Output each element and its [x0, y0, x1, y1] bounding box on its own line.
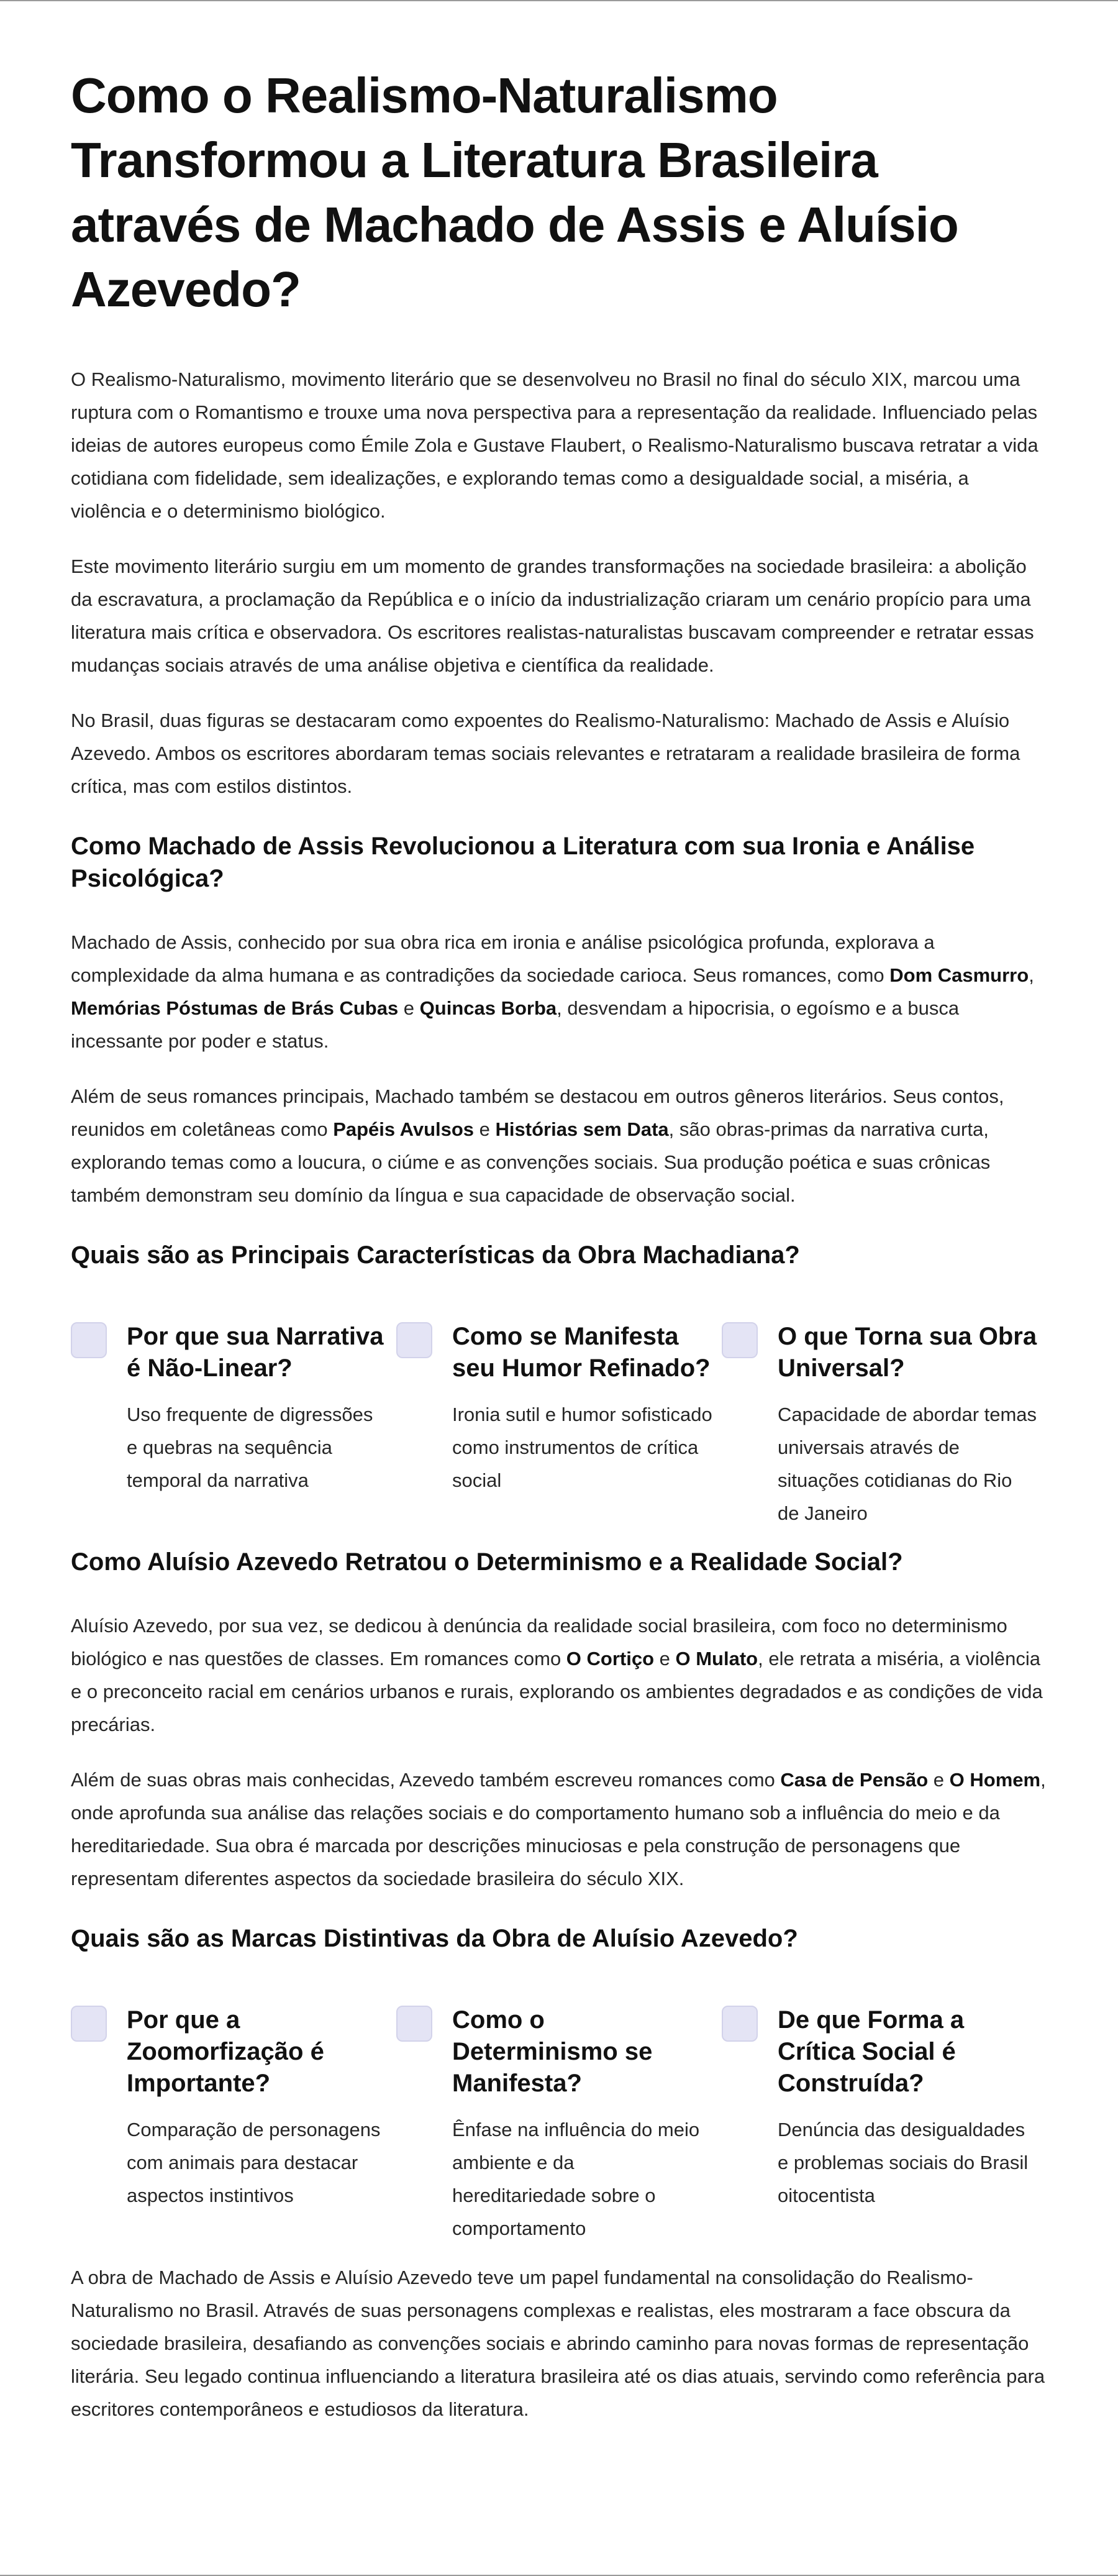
feature-title: Por que a Zoomorfização é Importante?	[127, 2006, 324, 2097]
section-heading-aluisio: Como Aluísio Azevedo Retratou o Determinismo e a Realidade Social?	[71, 1548, 903, 1576]
article	[0, 1, 1118, 2426]
feature-cards-aluisio	[71, 2004, 1047, 2245]
book-title: O Homem	[949, 1769, 1041, 1791]
aluisio-paragraph-1: Aluísio Azevedo, por sua vez, se dedicou à denúncia da realidade social brasileira, com foco no determinismo biológico e nas questões de classes. Em romances como O Cortiço e O Mulato, ele retrata a miséria, a violência e o preconceito racial em cenários urbanos e rurais, explorando os ambientes degradados e as condições de vida precárias.	[71, 1615, 1043, 1735]
feature-icon	[71, 2006, 107, 2042]
feature-card	[71, 2004, 396, 2245]
feature-text: Uso frequente de digressões e quebras na sequência temporal da narrativa	[127, 1404, 373, 1491]
intro-paragraph-1: O Realismo-Naturalismo, movimento literário que se desenvolveu no Brasil no final do século XIX, marcou uma ruptura com o Romantismo e trouxe uma nova perspectiva para a representação da realidade. Influenciado pelas ideias de autores europeus como Émile Zola e Gustave Flaubert, o Realismo-Naturalismo buscava retratar a vida cotidiana com fidelidade, sem idealizações, e explorando temas como a desigualdade social, a miséria, a violência e o determinismo biológico.	[71, 368, 1038, 522]
book-title: Papéis Avulsos	[333, 1118, 475, 1140]
feature-cards-machado	[71, 1321, 1047, 1530]
features-heading-machado: Quais são as Principais Características da Obra Machadiana?	[71, 1241, 800, 1269]
conclusion-paragraph: A obra de Machado de Assis e Aluísio Azevedo teve um papel fundamental na consolidação do Realismo-Naturalismo no Brasil. Através de suas personagens complexas e realistas, eles mostraram a face obscura da sociedade brasileira, desafiando as convenções sociais e abrindo caminho para novas formas de representação literária. Seu legado continua influenciando a literatura brasileira até os dias atuais, servindo como referência para escritores contemporâneos e estudiosos da literatura.	[71, 2267, 1045, 2420]
features-heading-aluisio: Quais são as Marcas Distintivas da Obra de Aluísio Azevedo?	[71, 1925, 798, 1952]
feature-card	[71, 1321, 396, 1530]
machado-paragraph-1: Machado de Assis, conhecido por sua obra rica em ironia e análise psicológica profunda, explorava a complexidade da alma humana e as contradições da sociedade carioca. Seus romances, como Dom Casmurro, Memórias Póstumas de Brás Cubas e Quincas Borba, desvendam a hipocrisia, o egoísmo e a busca incessante por poder e status.	[71, 931, 1034, 1052]
feature-title: O que Torna sua Obra Universal?	[778, 1323, 1037, 1382]
page-title: Como o Realismo-Naturalismo Transformou a Literatura Brasileira através de Machado de Assis e Aluísio Azevedo?	[71, 68, 958, 317]
intro-paragraph-2: Este movimento literário surgiu em um momento de grandes transformações na sociedade brasileira: a abolição da escravatura, a proclamação da República e o início da industrialização criaram um cenário propício para uma literatura mais crítica e observadora. Os escritores realistas-naturalistas buscavam compreender e retratar essas mudanças sociais através de uma análise objetiva e científica da realidade.	[71, 555, 1034, 676]
book-title: O Mulato	[675, 1648, 758, 1669]
machado-paragraph-2: Além de seus romances principais, Machado também se destacou em outros gêneros literários. Seus contos, reunidos em coletâneas como Papéis Avulsos e Histórias sem Data, são obras-primas da narrativa curta, explorando temas como a loucura, o ciúme e as convenções sociais. Sua produção poética e suas crônicas também demonstram seu domínio da língua e sua capacidade de observação social.	[71, 1085, 1004, 1206]
book-title: Histórias sem Data	[495, 1118, 669, 1140]
section-heading-machado: Como Machado de Assis Revolucionou a Literatura com sua Ironia e Análise Psicológica?	[71, 833, 975, 892]
feature-card	[722, 1321, 1047, 1530]
feature-text: Denúncia das desigualdades e problemas sociais do Brasil oitocentista	[778, 2119, 1029, 2206]
feature-text: Comparação de personagens com animais para destacar aspectos instintivos	[127, 2119, 381, 2206]
book-title: Memórias Póstumas de Brás Cubas	[71, 997, 399, 1019]
feature-text: Ironia sutil e humor sofisticado como instrumentos de crítica social	[452, 1404, 712, 1491]
feature-text: Capacidade de abordar temas universais através de situações cotidianas do Rio de Janeiro	[778, 1404, 1037, 1524]
feature-title: Como se Manifesta seu Humor Refinado?	[452, 1323, 711, 1382]
feature-icon	[722, 2006, 758, 2042]
feature-icon	[396, 2006, 432, 2042]
feature-card	[396, 2004, 722, 2245]
feature-card	[396, 1321, 722, 1530]
feature-icon	[722, 1322, 758, 1358]
feature-title: De que Forma a Crítica Social é Construída?	[778, 2006, 965, 2097]
book-title: Casa de Pensão	[780, 1769, 929, 1791]
feature-icon	[71, 1322, 107, 1358]
feature-title: Por que sua Narrativa é Não-Linear?	[127, 1323, 384, 1382]
book-title: Dom Casmurro	[889, 964, 1029, 986]
aluisio-paragraph-2: Além de suas obras mais conhecidas, Azevedo também escreveu romances como Casa de Pensão e O Homem, onde aprofunda sua análise das relações sociais e do comportamento humano sob a influência do meio e da hereditariedade. Sua obra é marcada por descrições minuciosas e pela construção de personagens que representam diferentes aspectos da sociedade brasileira do século XIX.	[71, 1769, 1046, 1889]
intro-paragraph-3: No Brasil, duas figuras se destacaram como expoentes do Realismo-Naturalismo: Machado de Assis e Aluísio Azevedo. Ambos os escritores abordaram temas sociais relevantes e retrataram a realidade brasileira de forma crítica, mas com estilos distintos.	[71, 710, 1020, 797]
feature-card	[722, 2004, 1047, 2245]
book-title: O Cortiço	[566, 1648, 655, 1669]
feature-icon	[396, 1322, 432, 1358]
book-title: Quincas Borba	[419, 997, 557, 1019]
feature-text: Ênfase na influência do meio ambiente e da hereditariedade sobre o comportamento	[452, 2119, 700, 2239]
feature-title: Como o Determinismo se Manifesta?	[452, 2006, 653, 2097]
